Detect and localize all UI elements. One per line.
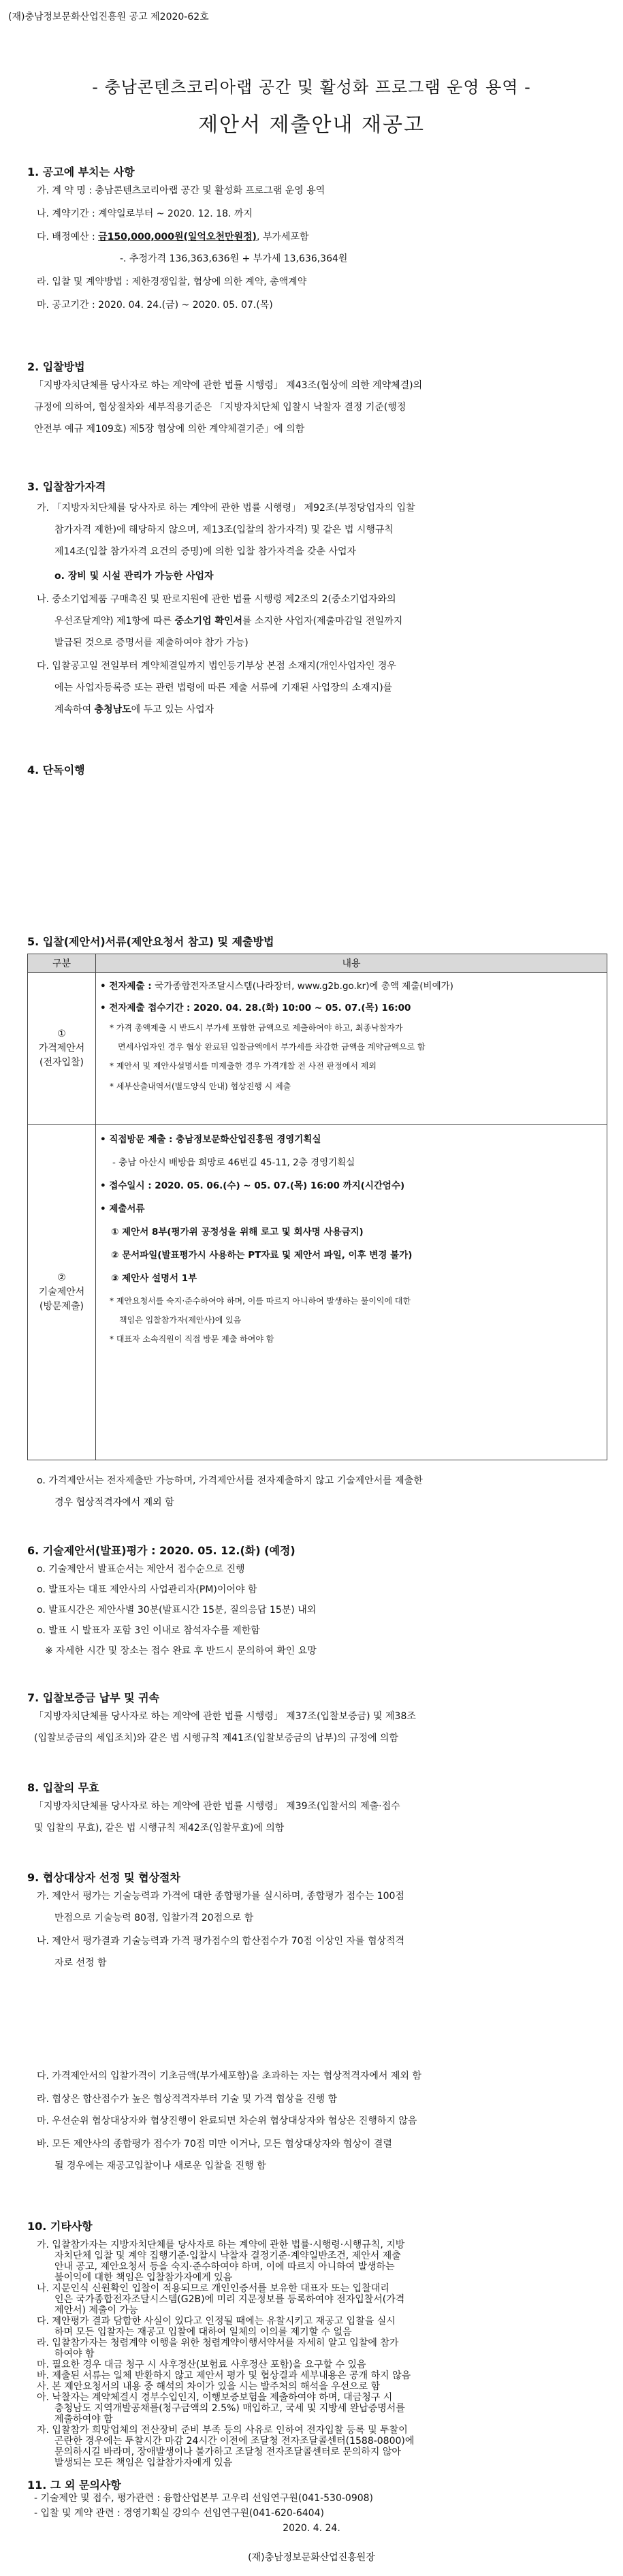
s10-line-15: 아. 낙찰자는 계약체결시 경부수입인지, 이행보증보험을 제출하여야 하며, 대금청구 시 bbox=[37, 2392, 393, 2403]
s9-line-9: 될 경우에는 재공고입찰이나 새로운 입찰을 진행 함 bbox=[54, 2161, 266, 2171]
s10-line-8: 다. 제안평가 결과 담합한 사실이 있다고 인정될 때에는 유찰시키고 재공고 입찰을 실시 bbox=[37, 2316, 396, 2327]
s3-line-6 bbox=[54, 616, 402, 627]
price-proposal-details bbox=[96, 973, 607, 1125]
s3-line-5: 나. 중소기업제품 구매촉진 및 판로지원에 관한 법률 시행령 제2조의 2(중소기업자와의 bbox=[37, 594, 396, 605]
r2-line-2: - 충남 아산시 배방읍 희망로 46번길 45-11, 2층 경영기획실 bbox=[112, 1157, 355, 1168]
r1-line-1-label: • 전자제출 : bbox=[100, 981, 155, 992]
contract-name: 가. 계 약 명 : 충남콘텐츠코리아랩 공간 및 활성화 프로그램 운영 용역 bbox=[37, 185, 325, 196]
section-6-heading: 6. 기술제안서(발표)평가 : 2020. 05. 12.(화) (예정) bbox=[27, 1544, 295, 1557]
s10-line-11: 하여야 함 bbox=[54, 2349, 95, 2359]
s10-line-10: 라. 입찰참가자는 청렴계약 이행을 위한 청렴계약이행서약서를 자세히 알고 입찰에 참가 bbox=[37, 2338, 399, 2349]
section-1-heading: 1. 공고에 부치는 사항 bbox=[27, 166, 135, 178]
contact-contract: - 입찰 및 계약 관련 : 경영기획실 강의수 선임연구원(041-620-6404) bbox=[34, 2508, 324, 2519]
s3-line-1: 가. 「지방자치단체를 당사자로 하는 계약에 관한 법률 시행령」 제92조(부정당업자의 입찰 bbox=[37, 503, 415, 514]
s3-line-10 bbox=[54, 704, 214, 716]
contract-period: 나. 계약기간 : 계약일로부터 ~ 2020. 12. 18. 까지 bbox=[37, 208, 253, 219]
price-proposal-method: (전자입찰) bbox=[39, 1056, 84, 1068]
s3-line-7: 발급된 것으로 증명서를 제출하여야 참가 가능) bbox=[54, 638, 249, 648]
s6-line-4: o. 발표 시 발표자 포함 3인 이내로 참석자수를 제한함 bbox=[37, 1625, 260, 1636]
s10-line-2: 자치단체 입찰 및 계약 집행기준·입찰시 낙찰자 결정기준·계약일반조건, 제안서 제출 bbox=[54, 2250, 401, 2261]
s3-line-2: 참가자격 제한)에 해당하지 않으며, 제13조(입찰의 참가자격) 및 같은 법 시행규칙 bbox=[54, 524, 394, 535]
r2-note-2: 책임은 입찰참가자(제안사)에 있음 bbox=[119, 1315, 242, 1325]
price-proposal-label: 가격제안서 bbox=[38, 1042, 85, 1054]
s2-line-1: 「지방자치단체를 당사자로 하는 계약에 관한 법률 시행령」 제43조(협상에 의한 계약체결)의 bbox=[34, 380, 423, 391]
s7-line-1: 「지방자치단체를 당사자로 하는 계약에 관한 법률 시행령」 제37조(입찰보증금) 및 제38조 bbox=[34, 1711, 416, 1722]
submission-table bbox=[27, 954, 607, 1460]
r2-item-1: ① 제안서 8부(평가위 공정성을 위해 로고 및 회사명 사용금지) bbox=[111, 1227, 364, 1238]
r1-line-2-value: 2020. 04. 28.(화) 10:00 ~ 05. 07.(목) 16:00 bbox=[193, 1003, 411, 1014]
s10-line-14: 사. 본 제안요청서의 내용 중 해석의 차이가 있을 시는 발주처의 해석을 우선으로 함 bbox=[37, 2381, 381, 2392]
tech-proposal-details bbox=[96, 1125, 607, 1460]
section-10-heading: 10. 기타사항 bbox=[27, 2220, 93, 2233]
s3-line-6a: 우선조달계약) 제1항에 따른 bbox=[54, 616, 175, 627]
s5-after-1: o. 가격제안서는 전자제출만 가능하며, 가격제안서를 전자제출하지 않고 기술제안서를 제출한 bbox=[37, 1475, 423, 1486]
notice-number: (재)충남정보문화산업진흥원 공고 제2020-62호 bbox=[8, 12, 209, 22]
s6-line-1: o. 기술제안서 발표순서는 제안서 접수순으로 진행 bbox=[37, 1564, 245, 1575]
s8-line-1: 「지방자치단체를 당사자로 하는 계약에 관한 법률 시행령」 제39조(입찰서의 제출·접수 bbox=[34, 1801, 400, 1812]
s2-line-2: 규정에 의하여, 협상절차와 세부적용기준은 「지방자치단체 입찰시 낙찰자 결정 기준(행정 bbox=[34, 402, 406, 413]
s9-line-6: 라. 협상은 합산점수가 높은 협상적격자부터 기술 및 가격 협상을 진행 함 bbox=[37, 2094, 338, 2105]
section-2-heading: 2. 입찰방법 bbox=[27, 360, 85, 373]
budget-amount: 금150,000,000원(일억오천만원정) bbox=[98, 232, 257, 242]
r1-note-3: * 제안서 및 제안사설명서를 미제출한 경우 가격개찰 전 사전 판정에서 제외 bbox=[110, 1061, 377, 1071]
s6-line-5: ※ 자세한 시간 및 장소는 접수 완료 후 반드시 문의하여 확인 요망 bbox=[45, 1646, 317, 1656]
s9-line-2: 만점으로 기술능력 80점, 입찰가격 20점으로 함 bbox=[54, 1913, 254, 1923]
r1-note-2: 면세사업자인 경우 협상 완료된 입찰금액에서 부가세를 차감한 금액을 계약금액으로 함 bbox=[118, 1042, 426, 1052]
budget-label: 다. 배정예산 : bbox=[37, 232, 99, 242]
s3-line-10c: 에 두고 있는 사업자 bbox=[131, 704, 214, 715]
s3-line-6c: 를 소지한 사업자(제출마감일 전일까지 bbox=[242, 616, 403, 627]
r1-line-2 bbox=[100, 1000, 411, 1014]
r2-line-3-value: 2020. 05. 06.(수) ~ 05. 07.(목) 16:00 까지(시간엄수) bbox=[155, 1180, 405, 1191]
r2-note-1: * 제안요청서를 숙지·준수하여야 하며, 이를 따르지 아니하여 발생하는 불이익에 대한 bbox=[110, 1296, 411, 1306]
r2-line-4: • 제출서류 bbox=[100, 1204, 145, 1214]
s9-line-1: 가. 제안서 평가는 기술능력과 가격에 대한 종합평가를 실시하며, 종합평가 점수는 100점 bbox=[37, 1891, 404, 1902]
contact-tech: - 기술제안 및 접수, 평가관련 : 융합산업본부 고우리 선임연구원(041-530-0908) bbox=[34, 2493, 374, 2504]
s10-line-1: 가. 입찰참가자는 지방자치단체를 당사자로 하는 계약에 관한 법률·시행령·시행규칙, 지방 bbox=[37, 2240, 405, 2250]
r1-line-2-label: • 전자제출 접수기간 : bbox=[100, 1003, 194, 1014]
s9-line-3: 나. 제안서 평가결과 기술능력과 가격 평가점수의 합산점수가 70점 이상인 자를 협상적격 bbox=[37, 1936, 405, 1947]
s6-line-2: o. 발표자는 대표 제안사의 사업관리자(PM)이어야 함 bbox=[37, 1584, 257, 1595]
s10-line-9: 하며 모든 입찰자는 재공고 입찰에 대하여 일체의 이의를 제기할 수 없음 bbox=[54, 2327, 352, 2338]
tech-proposal-label: 기술제안서 bbox=[38, 1286, 85, 1298]
section-5-heading: 5. 입찰(제안서)서류(제안요청서 참고) 및 제출방법 bbox=[27, 935, 274, 948]
s10-line-5: 나. 지문인식 신원확인 입찰이 적용되므로 개인인증서를 보유한 대표자 또는 입찰대리 bbox=[37, 2283, 389, 2294]
r2-line-1-label: • 직접방문 제출 : bbox=[100, 1134, 176, 1145]
r2-line-3 bbox=[100, 1178, 404, 1191]
s10-line-21: 발생되는 모든 책임은 입찰참가자에게 있음 bbox=[54, 2457, 233, 2468]
th-content: 내용 bbox=[96, 954, 607, 973]
sme-certificate: 중소기업 확인서 bbox=[174, 616, 243, 627]
notice-date: 2020. 4. 24. bbox=[283, 2523, 340, 2534]
s9-line-5: 다. 가격제안서의 입찰가격이 기초금액(부가세포함)을 초과하는 자는 협상적격자에서 제외 함 bbox=[37, 2071, 421, 2082]
s10-line-7: 제안서) 제출이 가능 bbox=[54, 2305, 138, 2316]
s10-line-19: 곤란한 경우에는 투찰시간 마감 24시간 이전에 조달청 전자조달콜센터(1588-0800)에 bbox=[54, 2436, 415, 2447]
s9-line-7: 마. 우선순위 협상대상자와 협상진행이 완료되면 차순위 협상대상자와 협상은 진행하지 않음 bbox=[37, 2116, 417, 2126]
s9-line-4: 자로 선정 함 bbox=[54, 1958, 107, 1968]
s10-line-16: 충청남도 지역개발공채를(청구금액의 2.5%) 매입하고, 국세 및 지방세 완납증명서를 bbox=[54, 2403, 405, 2414]
s10-line-13: 바. 제출된 서류는 일체 반환하지 않고 제안서 평가 및 협상결과 세부내용은 공개 하지 않음 bbox=[37, 2370, 411, 2381]
budget-note: , 부가세포함 bbox=[256, 232, 309, 242]
s10-line-3: 안내 공고, 제안요청서 등을 숙지·준수하여야 하며, 이에 따르지 아니하여 발생하는 bbox=[54, 2261, 395, 2272]
section-9-heading: 9. 협상대상자 선정 및 협상절차 bbox=[27, 1871, 180, 1884]
s3-line-8: 다. 입찰공고일 전일부터 계약체결일까지 법인등기부상 본점 소재지(개인사업자인 경우 bbox=[37, 661, 396, 672]
r2-item-3: ③ 제안사 설명서 1부 bbox=[111, 1273, 197, 1284]
r2-item-2: ② 문서파일(발표평가시 사용하는 PT자료 및 제안서 파일, 이후 변경 불가) bbox=[111, 1250, 413, 1261]
s3-line-10a: 계속하여 bbox=[54, 704, 95, 715]
s10-line-12: 마. 필요한 경우 대금 청구 시 사후정산(보험료 사후정산 포함)을 요구할 수 있음 bbox=[37, 2359, 366, 2370]
s10-line-4: 불이익에 대한 책임은 입찰참가자에게 있음 bbox=[54, 2272, 233, 2283]
s10-line-20: 문의하시길 바라며, 장애발생이나 불가하고 조달청 전자조달콜센터로 문의하지 않아 bbox=[54, 2447, 401, 2457]
s7-line-2: (입찰보증금의 세입조치)와 같은 법 시행규칙 제41조(입찰보증금의 납부)의 규정에 의함 bbox=[34, 1733, 399, 1744]
section-11-heading: 11. 그 외 문의사항 bbox=[27, 2479, 121, 2492]
s10-line-6: 인은 국가종합전자조달시스템(G2B)에 미리 지문정보를 등록하여야 전자입찰서(가격 bbox=[54, 2294, 405, 2305]
s3-line-4: o. 장비 및 시설 관리가 가능한 사업자 bbox=[54, 571, 214, 582]
price-proposal-no: ① bbox=[57, 1028, 66, 1039]
tech-proposal-no: ② bbox=[57, 1272, 66, 1283]
tech-proposal-method: (방문제출) bbox=[39, 1300, 84, 1312]
budget-line bbox=[37, 232, 309, 243]
notice-period: 마. 공고기간 : 2020. 04. 24.(금) ~ 2020. 05. 07.(목) bbox=[37, 300, 273, 311]
r2-line-3-label: • 접수일시 : bbox=[100, 1180, 155, 1191]
s3-line-9: 에는 사업자등록증 또는 관련 법령에 따른 제출 서류에 기재된 사업장의 소재지)를 bbox=[54, 682, 393, 693]
section-3-heading: 3. 입찰참가자격 bbox=[27, 480, 106, 493]
r1-note-4: * 세부산출내역서(별도양식 안내) 협상진행 시 제출 bbox=[110, 1082, 291, 1091]
estimated-price: -. 추정가격 136,363,636원 + 부가세 13,636,364원 bbox=[120, 253, 348, 264]
table-row-tech bbox=[28, 1125, 607, 1460]
price-proposal-category bbox=[28, 973, 96, 1125]
page-subtitle: - 충남콘텐츠코리아랩 공간 및 활성화 프로그램 운영 용역 - bbox=[92, 78, 531, 97]
s5-after-2: 경우 협상적격자에서 제외 함 bbox=[54, 1497, 174, 1508]
r2-line-1-value: 충남정보문화산업진흥원 경영기획실 bbox=[176, 1134, 321, 1145]
r2-note-3: * 대표자 소속직원이 직접 방문 제출 하여야 함 bbox=[110, 1334, 274, 1344]
table-header-row bbox=[28, 954, 607, 973]
issuing-organization: (재)충남정보문화산업진흥원장 bbox=[248, 2552, 375, 2563]
r2-line-1 bbox=[100, 1131, 321, 1145]
th-type: 구분 bbox=[28, 954, 96, 973]
s6-line-3: o. 발표시간은 제안사별 30분(발표시간 15분, 질의응답 15분) 내외 bbox=[37, 1605, 317, 1616]
s2-line-3: 안전부 예규 제109호) 제5장 협상에 의한 계약체결기준」에 의함 bbox=[34, 424, 305, 435]
s3-line-3: 제14조(입찰 참가자격 요건의 증명)에 의한 입찰 참가자격을 갖춘 사업자 bbox=[54, 546, 357, 557]
province-name: 충청남도 bbox=[94, 704, 131, 715]
tech-proposal-category bbox=[28, 1125, 96, 1460]
bid-method: 라. 입찰 및 계약방법 : 제한경쟁입찰, 협상에 의한 계약, 총액계약 bbox=[37, 277, 307, 287]
section-7-heading: 7. 입찰보증금 납부 및 귀속 bbox=[27, 1691, 160, 1704]
r1-line-1 bbox=[100, 978, 453, 992]
section-4-heading: 4. 단독이행 bbox=[27, 764, 85, 776]
r1-note-1: * 가격 총액제출 시 반드시 부가세 포함한 금액으로 제출하여야 하고, 최종낙찰자가 bbox=[110, 1023, 403, 1033]
page-title: 제안서 제출안내 재공고 bbox=[198, 113, 425, 137]
section-8-heading: 8. 입찰의 무효 bbox=[27, 1781, 99, 1794]
s9-line-8: 바. 모든 제안사의 종합평가 점수가 70점 미만 이거나, 모든 협상대상자와 협상이 결렬 bbox=[37, 2139, 392, 2150]
s10-line-17: 제출하여야 함 bbox=[54, 2414, 113, 2425]
table-row-price bbox=[28, 973, 607, 1125]
s8-line-2: 및 입찰의 무효), 같은 법 시행규칙 제42조(입찰무효)에 의함 bbox=[34, 1823, 285, 1834]
r1-line-1-value: 국가종합전자조달시스템(나라장터, www.g2b.go.kr)에 총액 제출(비예가) bbox=[155, 981, 453, 992]
s10-line-18: 자. 입찰참가 희망업체의 전산장비 준비 부족 등의 사유로 인하여 전자입찰 등록 및 투찰이 bbox=[37, 2425, 408, 2436]
